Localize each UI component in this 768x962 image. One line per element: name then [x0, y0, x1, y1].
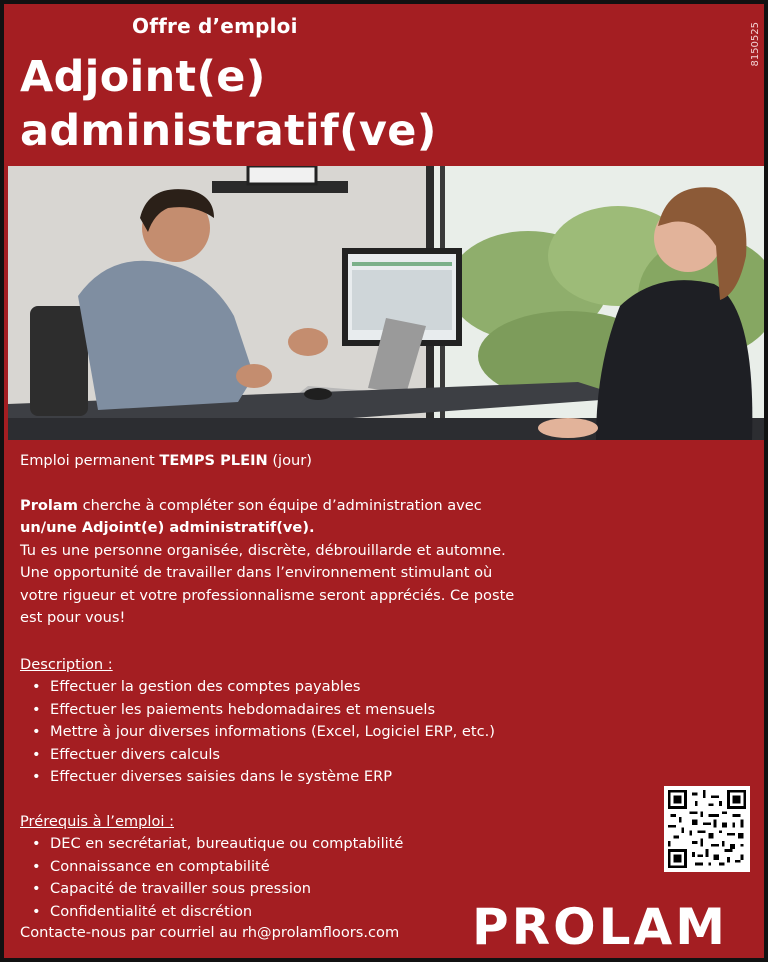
job-title-line-1: Adjoint(e)	[20, 52, 266, 102]
employment-type	[20, 450, 560, 473]
intro-paragraph	[20, 495, 560, 630]
description-item: • Effectuer les paiements hebdomadaires et mensuels	[20, 699, 560, 722]
description-item: • Effectuer la gestion des comptes payables	[20, 676, 560, 699]
office-photo	[8, 166, 764, 440]
intro-text-3: Une opportunité de travailler dans l’environnement stimulant où	[20, 564, 493, 581]
contact-prefix: Contacte-nous par courriel au	[20, 924, 243, 941]
description-item: • Effectuer divers calculs	[20, 744, 560, 767]
requirements-heading: Prérequis à l’emploi :	[20, 812, 174, 830]
requirement-item: • Capacité de travailler sous pression	[20, 878, 560, 901]
posting-kicker: Offre d’emploi	[132, 14, 298, 38]
employment-type-bold: TEMPS PLEIN	[159, 452, 268, 469]
reference-number: 8150525	[750, 22, 761, 67]
description-item: • Effectuer diverses saisies dans le système ERP	[20, 766, 560, 789]
intro-text-1: cherche à compléter son équipe d’administration avec	[77, 496, 482, 514]
company-name: Prolam	[20, 496, 78, 514]
office-photo-illustration	[8, 166, 764, 440]
intro-text-5: est pour vous!	[20, 609, 126, 626]
job-description-body	[20, 450, 560, 923]
requirement-item: • Connaissance en comptabilité	[20, 856, 560, 879]
contact-email-link[interactable]: rh@prolamfloors.com	[242, 924, 400, 941]
requirement-item: • DEC en secrétariat, bureautique ou comptabilité	[20, 833, 560, 856]
employment-prefix: Emploi permanent	[20, 452, 160, 469]
description-item: • Mettre à jour diverses informations (Excel, Logiciel ERP, etc.)	[20, 721, 560, 744]
job-title	[20, 50, 437, 158]
qr-code-icon	[668, 790, 746, 868]
job-title-line-2: administratif(ve)	[20, 106, 437, 156]
requirement-item: • Confidentialité et discrétion	[20, 901, 560, 924]
description-list	[20, 676, 560, 789]
position-name: un/une Adjoint(e) administratif(ve).	[20, 519, 315, 536]
intro-text-4: votre rigueur et votre professionnalisme seront appréciés. Ce poste	[20, 586, 515, 604]
prolam-logo	[468, 892, 758, 954]
prolam-logo-text: PROLAM	[472, 898, 728, 954]
contact-line	[20, 924, 399, 941]
qr-code[interactable]	[664, 786, 750, 872]
intro-text-2: Tu es une personne organisée, discrète, débrouillarde et automne.	[20, 541, 506, 559]
employment-suffix: (jour)	[267, 452, 312, 469]
description-heading: Description :	[20, 655, 113, 673]
